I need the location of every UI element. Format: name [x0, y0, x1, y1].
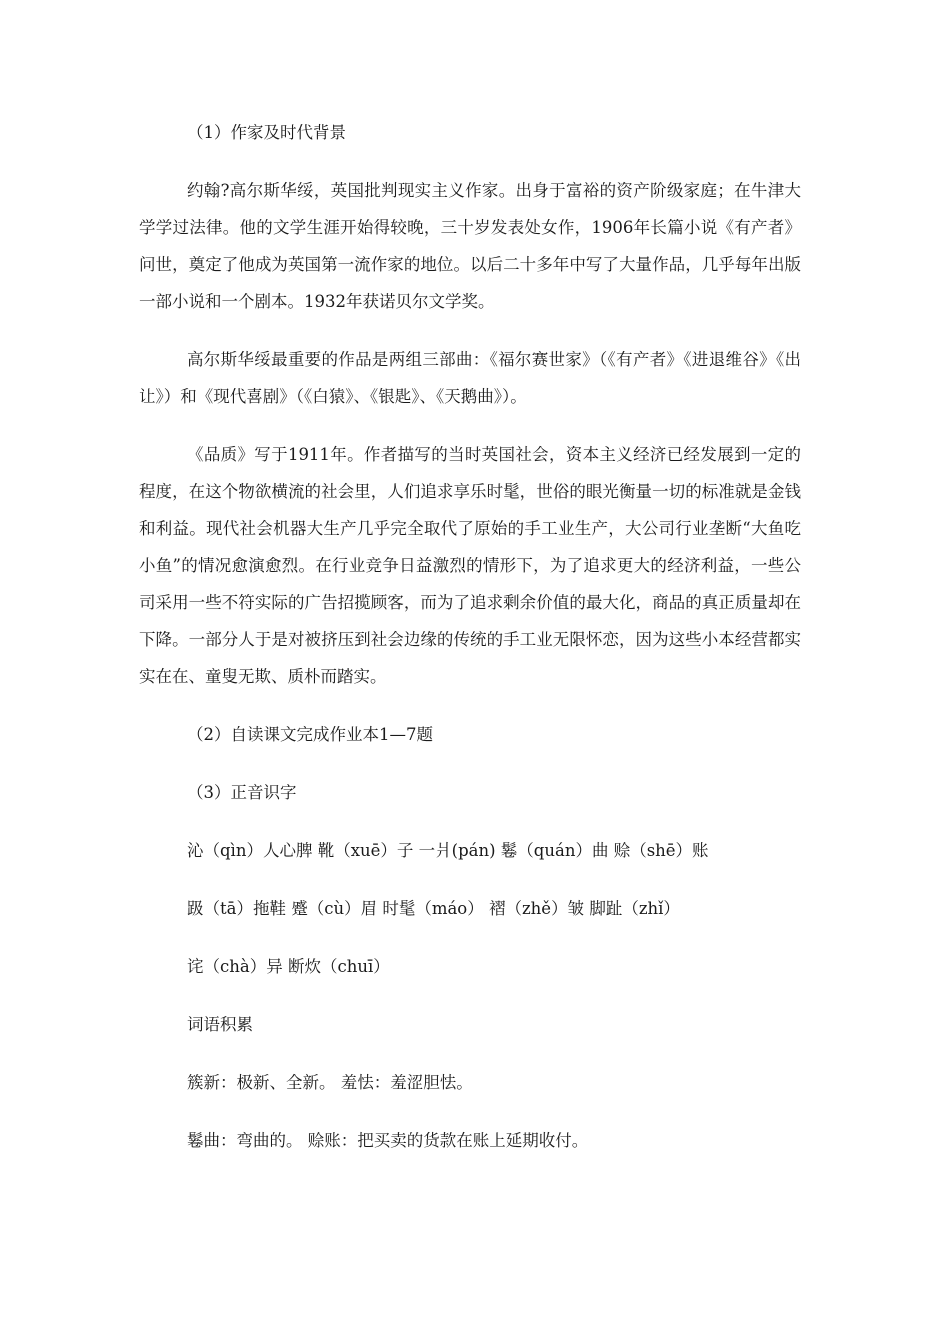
pronunciation-line-2: 趿（tā）拖鞋 蹙（cù）眉 时髦（máo） 褶（zhě）皱 脚趾（zhǐ）	[187, 899, 680, 918]
vocabulary-line-2: 鬈曲：弯曲的。 赊账：把买卖的货款在账上延期收付。	[187, 1131, 589, 1150]
section-heading-self-reading: （2）自读课文完成作业本1—7题	[187, 725, 433, 744]
section-heading-pronunciation: （3）正音识字	[187, 783, 297, 802]
paragraph-author-bio: 约翰?高尔斯华绥，英国批判现实主义作家。出身于富裕的资产阶级家庭；在牛津大学学过法律。他的文学生涯开始得较晚，三十岁发表处女作，1906年长篇小说《有产者》问世，奠定了他成为英国第一流作家的地位。以后二十多年中写了大量作品，几乎每年出版一部小说和一个剧本。1932年获诺贝尔文学奖。	[139, 181, 801, 311]
paragraph-major-works: 高尔斯华绥最重要的作品是两组三部曲：《福尔赛世家》（《有产者》《进退维谷》《出让》）和《现代喜剧》（《白猿》、《银匙》、《天鹅曲》）。	[139, 350, 801, 406]
document-body	[139, 114, 801, 1180]
pronunciation-line-1: 沁（qìn）人心脾 靴（xuē）子 一爿(pán) 鬈（quán）曲 赊（shē）账	[187, 841, 709, 860]
pronunciation-line-3: 诧（chà）异 断炊（chuī）	[187, 957, 390, 976]
section-heading-author-background: （1）作家及时代背景	[187, 123, 346, 142]
vocabulary-heading: 词语积累	[187, 1015, 253, 1034]
paragraph-social-background: 《品质》写于1911年。作者描写的当时英国社会，资本主义经济已经发展到一定的程度，在这个物欲横流的社会里，人们追求享乐时髦，世俗的眼光衡量一切的标准就是金钱和利益。现代社会机器大生产几乎完全取代了原始的手工业生产，大公司行业垄断“大鱼吃小鱼”的情况愈演愈烈。在行业竞争日益激烈的情形下，为了追求更大的经济利益，一些公司采用一些不符实际的广告招揽顾客，而为了追求剩余价值的最大化，商品的真正质量却在下降。一部分人于是对被挤压到社会边缘的传统的手工业无限怀恋，因为这些小本经营都实实在在、童叟无欺、质朴而踏实。	[139, 445, 801, 686]
vocabulary-line-1: 簇新：极新、全新。 羞怯：羞涩胆怯。	[187, 1073, 473, 1092]
